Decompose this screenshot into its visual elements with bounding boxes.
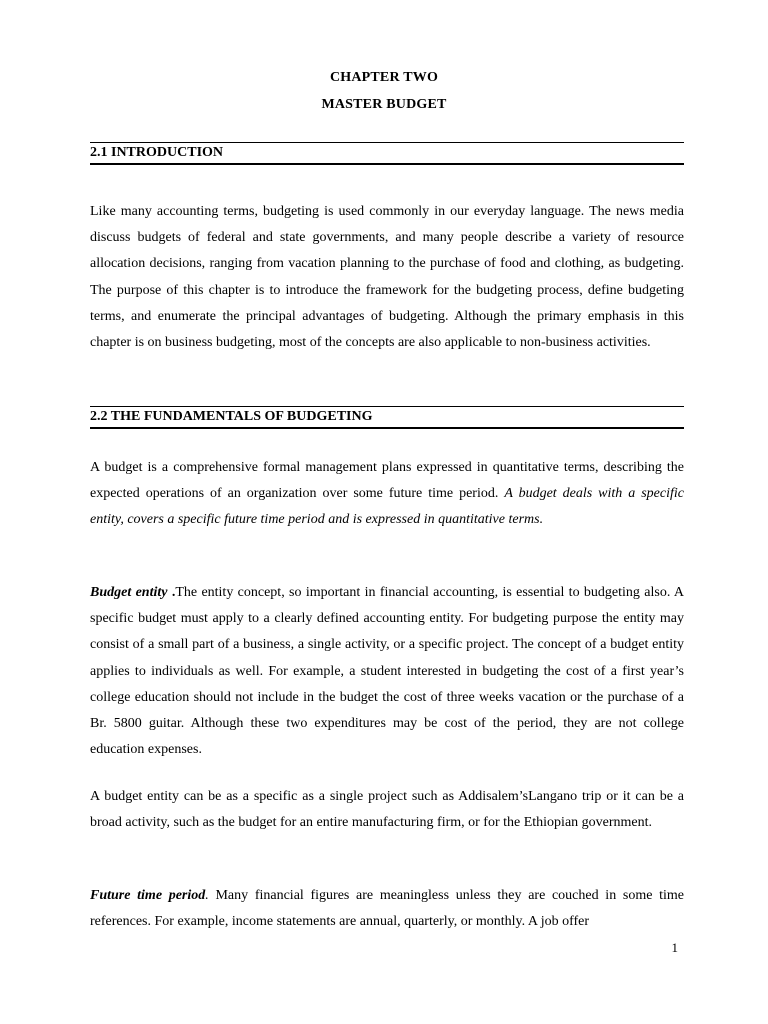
- introduction-paragraph: Like many accounting terms, budgeting is used commonly in our everyday language. The news media discuss budgets of federal and state governments, and many people describe a variety of resource allocation decisions, ranging from vacation planning to the purchase of food and clothing, as budgeting. The purpose of this chapter is to introduce the framework for the budgeting process, define budgeting terms, and enumerate the principal advantages of budgeting. Although the primary emphasis in this chapter is on business budgeting, most of the concepts are also applicable to non-business activities.: [90, 204, 684, 351]
- section-heading-introduction: [90, 142, 684, 165]
- budget-definition-paragraph: [90, 455, 684, 534]
- budget-entity-term: Budget entity: [90, 585, 168, 600]
- budget-entity-example-paragraph: A budget entity can be as a specific as a single project such as Addisalem’sLangano trip or it can be a broad activity, such as the budget for an entire manufacturing firm, or for the Ethiopian government.: [90, 789, 684, 831]
- budget-entity-separator: .: [167, 585, 176, 600]
- section-heading-text: 2.2 THE FUNDAMENTALS OF BUDGETING: [90, 409, 373, 424]
- budget-entity-text: The entity concept, so important in financial accounting, is essential to budgeting also. A specific budget must apply to a clearly defined accounting entity. For budgeting purpose the entity may consist of a small part of a business, a single activity, or a specific project. The concept of a budget entity applies to individuals as well. For example, a student interested in budgeting the cost of a first year’s college education should not include in the budget the cost of three weeks vacation or the purchase of a Br. 5800 guitar. Although these two expenditures may be cost of the period, they are not college education expenses.: [90, 585, 685, 758]
- section-heading-text: 2.1 INTRODUCTION: [90, 145, 224, 160]
- future-time-period-separator: .: [205, 888, 209, 903]
- chapter-title: MASTER BUDGET: [321, 97, 447, 112]
- page-number: 1: [671, 940, 678, 955]
- budget-definition-text: A budget is a comprehensive formal management plans expressed in quantitative terms, describing the expected operations of an organization over some future time period.: [90, 460, 684, 502]
- future-time-period-term: Future time period: [90, 888, 206, 903]
- chapter-label: CHAPTER TWO: [329, 70, 439, 85]
- future-time-period-paragraph: [90, 883, 684, 935]
- budget-entity-paragraph: [90, 580, 684, 763]
- section-heading-fundamentals: [90, 406, 684, 429]
- future-time-period-text: Many financial figures are meaningless unless they are couched in some time references. For example, income statements are annual, quarterly, or monthly. A job offer: [90, 888, 684, 930]
- budget-definition-italic: A budget deals with a specific entity, covers a specific future time period and is expressed in quantitative terms.: [90, 486, 684, 528]
